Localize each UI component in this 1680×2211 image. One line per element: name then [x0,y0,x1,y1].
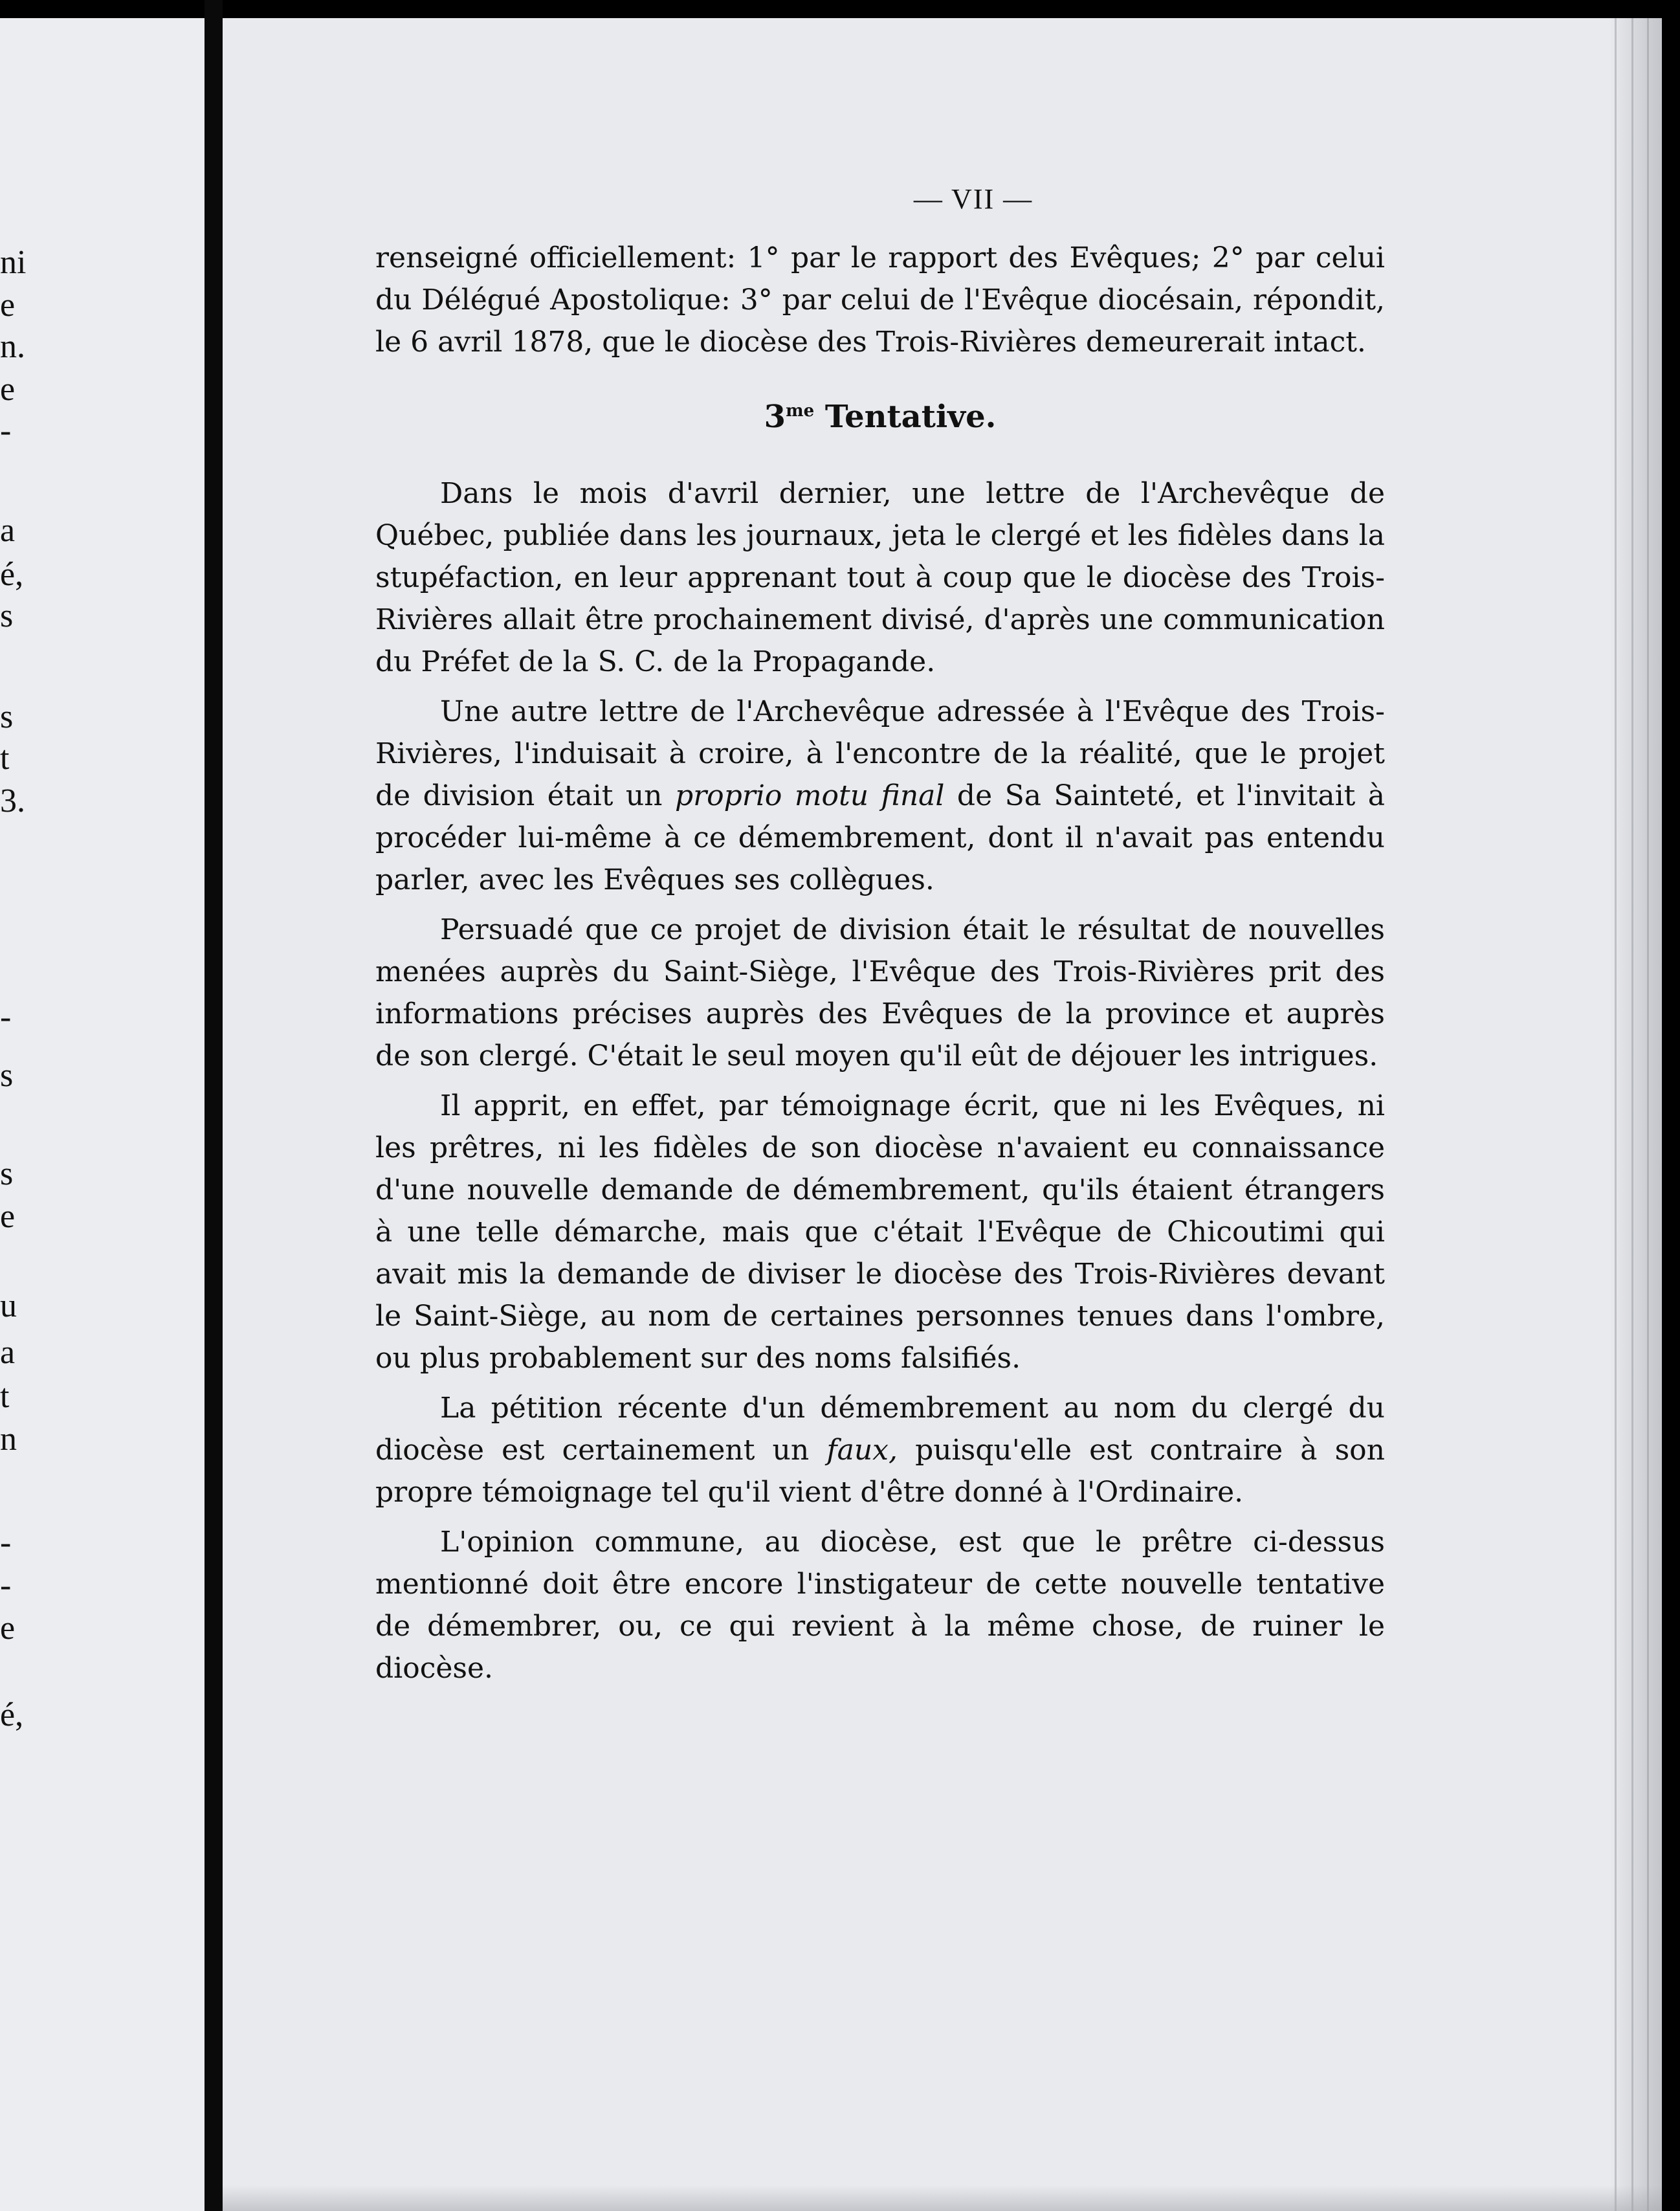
left-page-edge-letter: s [0,1155,14,1192]
left-page-edge-letter: n. [0,328,25,365]
left-page-edge-letter: s [0,597,14,634]
left-page-edge-letter: - [0,1567,12,1604]
main-text [375,237,1385,1697]
paragraph-text: La pétition récente d'un démembrement au nom du clergé du diocèse est certainement un [375,1392,1385,1467]
paragraph-text: puisqu'elle est contraire à son propre témoignage tel qu'il vient d'être donné à l'Ordinaire. [375,1434,1385,1509]
left-page-edge-letter: e [0,1610,16,1647]
section-heading-title: Tentative. [814,399,997,435]
book-gutter [204,0,223,2211]
page-edge-shadow [1610,18,1662,2211]
left-page-edge-letter: - [0,1524,12,1561]
left-page-edge-letter: s [0,1057,14,1094]
section-heading [375,392,1385,436]
italic-phrase: faux, [826,1434,898,1467]
left-page-edge-letter: t [0,1378,10,1415]
paragraph [375,1387,1385,1513]
section-heading-number: 3 [764,399,786,435]
left-page-edge-letter: n [0,1421,17,1458]
left-page-edge-letter: u [0,1287,17,1324]
left-page-edge-letter: a [0,512,16,549]
page-number: — VII — [913,183,1033,215]
left-page-edge-letter: a [0,1334,16,1371]
left-page-edge-letter: - [0,412,12,449]
right-page [223,18,1662,2211]
paragraph-text: Une autre lettre de l'Archevêque adressée à l'Evêque des Trois-Rivières, l'induisait à croire, à l'encontre de la réalité, que le projet de division était un [375,695,1385,812]
left-page-edge-letter: t [0,740,10,777]
page-edge-line [1615,18,1617,2211]
left-page-edge-letter: - [0,999,12,1036]
paragraph [375,691,1385,901]
paragraph: Persuadé que ce projet de division était le résultat de nouvelles menées auprès du Saint-Siège, l'Evêque des Trois-Rivières prit des informations précises auprès des Evêques de la province et auprès de son clergé. C'était le seul moyen qu'il eût de déjouer les intrigues. [375,913,1385,1072]
section-heading-ordinal: me [786,401,815,421]
left-page-edge-letter: e [0,371,16,408]
italic-phrase: proprio motu final [674,779,945,812]
paragraph-text: de Sa Sainteté, et l'invitait à procéder lui-même à ce démembrement, dont il n'avait pas entendu parler, avec les Evêques ses collègues. [375,779,1385,896]
left-page-edge-letter: e [0,287,16,324]
left-page-edge-letter: é, [0,1696,24,1733]
continuation-paragraph: renseigné officiellement: 1° par le rapport des Evêques; 2° par celui du Délégué Apostolique: 3° par celui de l'Evêque diocésain, répondit, le 6 avril 1878, que le diocèse des Trois-Rivières demeurerait intact. [375,241,1385,359]
left-page-edge-letter: é, [0,556,24,593]
page-edge-line [1647,18,1649,2211]
left-page-fragment [0,18,204,2211]
page-edge-line [1631,18,1633,2211]
left-page-edge-letter: ni [0,244,27,281]
page-bottom-shadow [223,2185,1662,2211]
paragraph: Dans le mois d'avril dernier, une lettre de l'Archevêque de Québec, publiée dans les journaux, jeta le clergé et les fidèles dans la stupéfaction, en leur apprenant tout à coup que le diocèse des Trois-Rivières allait être prochainement divisé, d'après une communication du Préfet de la S. C. de la Propagande. [375,477,1385,678]
left-page-edge-letter: e [0,1198,16,1235]
left-page-edge-letter: s [0,698,14,735]
paragraph: Il apprit, en effet, par témoignage écrit, que ni les Evêques, ni les prêtres, ni les fidèles de son diocèse n'avaient eu connaissance d'une nouvelle demande de démembrement, qu'ils étaient étrangers à une telle démarche, mais que c'était l'Evêque de Chicoutimi qui avait mis la demande de diviser le diocèse des Trois-Rivières devant le Saint-Siège, au nom de certaines personnes tenues dans l'ombre, ou plus probablement sur des noms falsifiés. [375,1089,1385,1375]
left-page-edge-letter: 3. [0,783,25,819]
paragraph: L'opinion commune, au diocèse, est que le prêtre ci-dessus mentionné doit être encore l'instigateur de cette nouvelle tentative de démembrer, ou, ce qui revient à la même chose, de ruiner le diocèse. [375,1526,1385,1685]
